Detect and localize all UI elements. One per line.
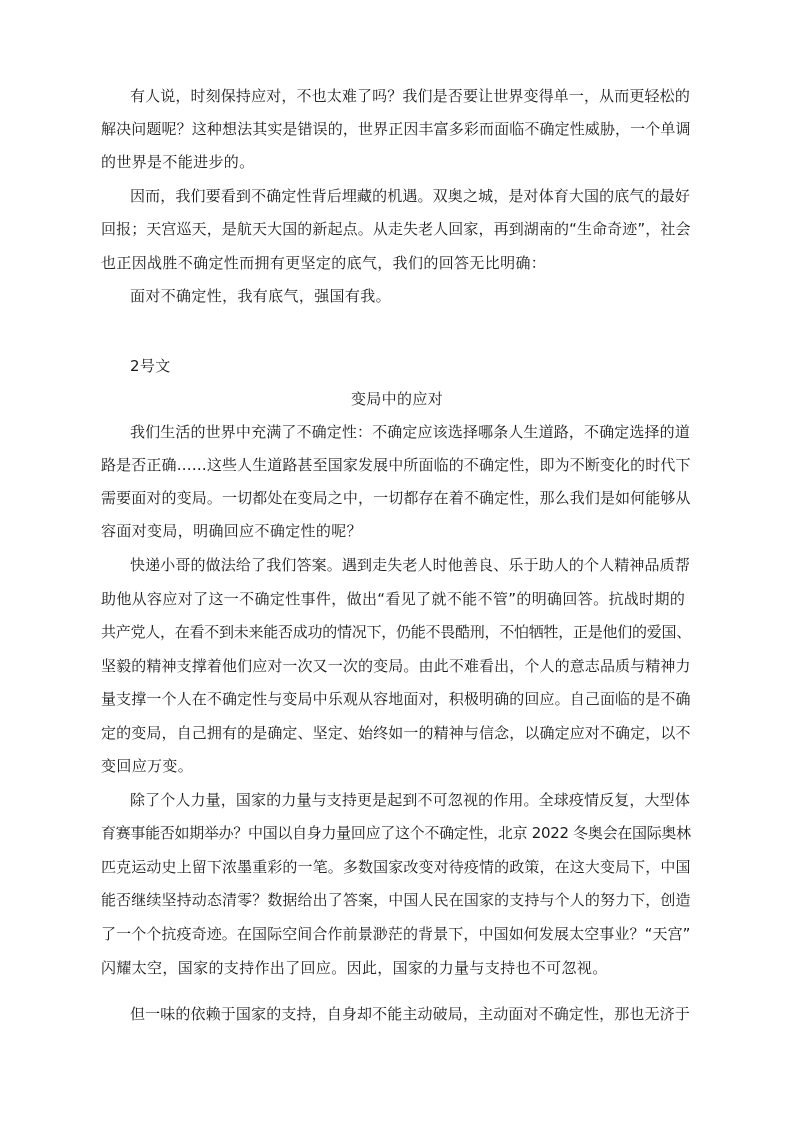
paragraph-line: 匹克运动史上留下浓墨重彩的一笔。多数国家改变对待疫情的政策，在这大变局下，中国: [101, 858, 691, 876]
paragraph-line: 也正因战胜不确定性而拥有更坚定的底气，我们的回答无比明确：: [101, 254, 547, 272]
paragraph-line: 共产党人，在看不到未来能否成功的情况下，仍能不畏酷刑，不怕牺牲，正是他们的爱国、: [101, 623, 692, 641]
paragraph-line: 能否继续坚持动态清零？数据给出了答案，中国人民在国家的支持与个人的努力下，创造: [101, 891, 691, 909]
paragraph-line: 闪耀太空，国家的支持作出了回应。因此，国家的力量与支持也不可忽视。: [101, 959, 608, 977]
paragraph-line: 除了个人力量，国家的力量与支持更是起到不可忽视的作用。全球疫情反复，大型体: [130, 791, 690, 809]
paragraph-line: 回报；天宫巡天，是航天大国的新起点。从走失老人回家，再到湖南的“生命奇迹”，社会: [101, 220, 691, 238]
essay-number: 2号文: [130, 357, 171, 375]
paragraph-line: 的世界是不能进步的。: [101, 153, 255, 171]
paragraph-line: 面对不确定性，我有底气，强国有我。: [130, 287, 391, 305]
essay-title: 变局中的应对: [350, 390, 444, 408]
paragraph-line: 容面对变局，明确回应不确定性的呢？: [101, 522, 362, 540]
paragraph-line: 解决问题呢？这种想法其实是错误的，世界正因丰富多彩而面临不确定性威胁，一个单调: [101, 120, 691, 138]
paragraph-line: 快递小哥的做法给了我们答案。遇到走失老人时他善良、乐于助人的个人精神品质帮: [130, 556, 690, 574]
paragraph-line: 变回应万变。: [101, 757, 194, 775]
paragraph-line: 量支撑一个人在不确定性与变局中乐观从容地面对，积极明确的回应。自己面临的是不确: [101, 690, 691, 708]
paragraph-line: 路是否正确……这些人生道路甚至国家发展中所面临的不确定性，即为不断变化的时代下: [101, 456, 691, 474]
paragraph-line: 坚毅的精神支撑着他们应对一次又一次的变局。由此不难看出，个人的意志品质与精神力: [101, 657, 691, 675]
paragraph-line: 助他从容应对了这一不确定性事件，做出“看见了就不能不管”的明确回答。抗战时期的: [101, 590, 686, 608]
paragraph-line: 了一个个抗疫奇迹。在国际空间合作前景渺茫的背景下，中国如何发展太空事业？“天宫”: [101, 925, 691, 943]
paragraph-line: 因而，我们要看到不确定性背后埋藏的机遇。双奥之城，是对体育大国的底气的最好: [130, 187, 690, 205]
paragraph-line: 但一味的依赖于国家的支持，自身却不能主动破局，主动面对不确定性，那也无济于: [130, 1005, 690, 1023]
paragraph-line: 需要面对的变局。一切都处在变局之中，一切都存在着不确定性，那么我们是如何能够从: [101, 489, 691, 507]
paragraph-line: 有人说，时刻保持应对，不也太难了吗？我们是否要让世界变得单一，从而更轻松的: [130, 87, 690, 105]
paragraph-line: 育赛事能否如期举办？中国以自身力量回应了这个不确定性，北京 2022 冬奥会在国际奥林: [101, 824, 691, 842]
paragraph-line: 我们生活的世界中充满了不确定性：不确定应该选择哪条人生道路，不确定选择的道: [130, 423, 690, 441]
paragraph-line: 定的变局，自己拥有的是确定、坚定、始终如一的精神与信念，以确定应对不确定，以不: [101, 724, 691, 742]
